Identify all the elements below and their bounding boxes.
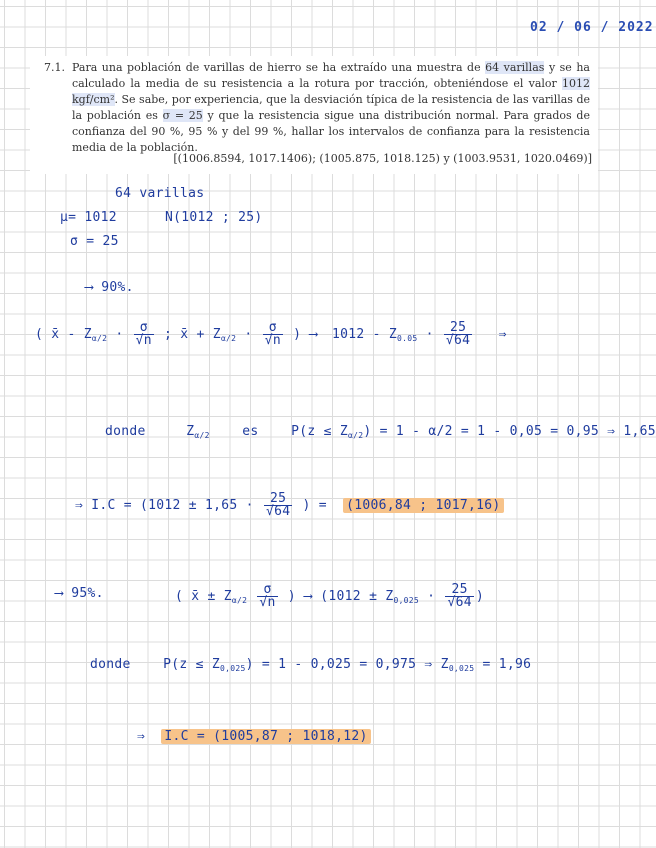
ic-90-line: ⇒ I.C = (1012 ± 1,65 · $\frac{25}{√64}$ ) = (1006,84 ; 1017,16) bbox=[75, 493, 504, 518]
donde-95: donde $P(z \le Z_{0,025}) = 1 - 0,025 = 0,975$ ⇒ $Z_{0,025} = 1,96$ bbox=[90, 657, 532, 673]
highlight-sigma: σ = 25 bbox=[162, 109, 203, 122]
donde-90: donde $Z_{\alpha/2}$ es $P(z \le Z_{\alpha/2}) = 1 - \alpha/2 = 1 - 0,05 = 0,95$ ⇒ 1,65 bbox=[105, 424, 656, 440]
note-sigma: σ = 25 bbox=[70, 234, 119, 249]
problem-answer: [(1006.8594, 1017.1406); (1005.875, 1018.125) y (1003.9531, 1020.0469)] bbox=[173, 152, 592, 165]
problem-statement bbox=[30, 56, 598, 174]
highlight-mean: 1012 kgf/cm² bbox=[72, 77, 590, 106]
case-90-heading: ⟶ 90%. bbox=[85, 280, 134, 295]
ic-90-result: (1006,84 ; 1017,16) bbox=[343, 498, 503, 513]
interval-formula-95: ( x̄ ± $Z_{\alpha/2}$ $\frac{\sigma}{√n}$ ) ⟶ ($1012 \pm Z_{0,025}$ · $\frac{25}{√64}$ ) bbox=[175, 582, 484, 610]
substitution-90: $1012 - Z_{0.05}$ · $\frac{25}{√64}$ ⇒ bbox=[332, 320, 507, 348]
ic-95-line: ⇒ I.C = (1005,87 ; 1018,12) bbox=[137, 729, 371, 744]
ic-95-result: I.C = (1005,87 ; 1018,12) bbox=[161, 729, 370, 744]
note-normal: N(1012 ; 25) bbox=[165, 210, 263, 225]
highlight-sample-size: 64 varillas bbox=[485, 61, 545, 74]
case-95-heading: ⟶ 95%. bbox=[55, 586, 104, 601]
problem-text: Para una población de varillas de hierro se ha extraído una muestra de 64 varillas y se ha calculado la media de su resistencia a la rotura por tracción, obteniéndose el valor 1012 kgf/cm². Se sabe, por experiencia, que la desviación típica de la resistencia de las varillas de la población es σ = 25 y que la resistencia sigue una distribución normal. Para grados de confianza del 90 %, 95 % y del 99 %, hallar los intervalos de confianza para la resistencia media de la población. bbox=[72, 61, 590, 154]
date: 02 / 06 / 2022 bbox=[530, 20, 654, 35]
interval-formula-90: ( x̄ - $Z_{\alpha/2}$ · $\frac{\sigma}{√n}$ ; x̄ + $Z_{\alpha/2}$ · $\frac{\sigma}{√n}$ ) ⟶ bbox=[35, 320, 318, 348]
note-sample: 64 varillas bbox=[115, 186, 205, 201]
note-mu: μ= 1012 bbox=[60, 210, 117, 225]
problem-number: 7.1. bbox=[44, 61, 65, 74]
